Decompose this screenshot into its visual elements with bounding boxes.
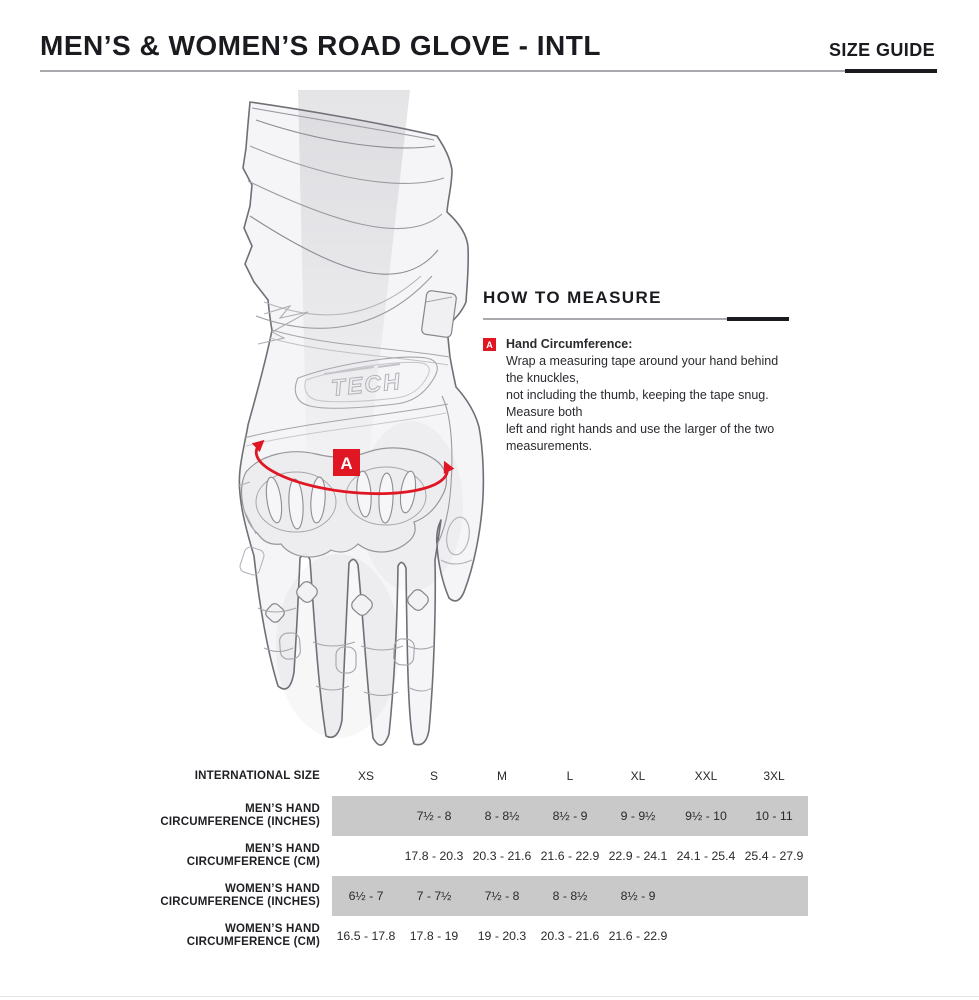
size-table-header-row — [0, 756, 808, 796]
table-cell: 10 - 11 — [740, 796, 808, 836]
row-label — [0, 796, 332, 836]
table-cell: 17.8 - 20.3 — [404, 849, 464, 863]
table-cell: 7 - 7½ — [400, 876, 468, 916]
bottom-divider — [0, 996, 979, 997]
table-cell — [740, 876, 808, 916]
size-guide-label: SIZE GUIDE — [828, 40, 935, 60]
marker-a-text: A — [340, 454, 353, 473]
header-rule — [40, 69, 937, 73]
table-cell — [672, 916, 740, 956]
row-label — [0, 876, 332, 916]
wrist-strap — [421, 290, 457, 338]
table-cell — [332, 796, 400, 836]
size-table — [0, 756, 808, 956]
table-cell: 19 - 20.3 — [477, 929, 527, 943]
glove-svg — [186, 86, 506, 766]
row-label-line2: CIRCUMFERENCE (INCHES) — [160, 896, 320, 908]
table-cell: 6½ - 7 — [332, 876, 400, 916]
row-label-line2: CIRCUMFERENCE (INCHES) — [160, 816, 320, 828]
table-cell: 7½ - 8 — [400, 796, 468, 836]
measure-marker-badge: A — [483, 338, 496, 351]
measure-text — [506, 336, 789, 455]
row-label-line1: MEN’S HAND — [245, 803, 320, 815]
how-to-measure-section — [483, 288, 789, 455]
table-cell: 20.3 - 21.6 — [540, 929, 600, 943]
size-col-xs: XS — [357, 769, 374, 783]
table-cell: 7½ - 8 — [468, 876, 536, 916]
table-cell: 17.8 - 19 — [409, 929, 459, 943]
table-cell: 21.6 - 22.9 — [608, 929, 668, 943]
table-cell: 16.5 - 17.8 — [336, 929, 396, 943]
size-col-m: M — [497, 769, 507, 783]
table-cell: 8½ - 9 — [536, 796, 604, 836]
measure-rule-black — [727, 317, 789, 321]
row-label-line1: WOMEN’S HAND — [224, 883, 320, 895]
table-row-mens-inches — [0, 796, 808, 836]
glove-illustration — [186, 86, 506, 766]
size-col-l: L — [566, 769, 574, 783]
table-cell: 8 - 8½ — [536, 876, 604, 916]
measure-rule-grey — [483, 318, 727, 320]
size-col-3xl: 3XL — [763, 769, 785, 783]
table-cell: 22.9 - 24.1 — [608, 849, 668, 863]
measure-item-title: Hand Circumference: — [506, 337, 633, 351]
table-cell: 20.3 - 21.6 — [472, 849, 532, 863]
page-title: MEN’S & WOMEN’S ROAD GLOVE - INTL — [40, 30, 601, 61]
measure-rule — [483, 317, 789, 321]
table-cell: 8 - 8½ — [468, 796, 536, 836]
measure-line-2: not including the thumb, keeping the tape snug. Measure both — [506, 388, 769, 419]
row-label — [0, 916, 332, 956]
row-label-line2: CIRCUMFERENCE (CM) — [186, 856, 320, 868]
table-row-mens-cm — [0, 836, 808, 876]
table-cell — [332, 836, 400, 876]
table-row-womens-inches — [0, 876, 808, 916]
table-row-womens-cm — [0, 916, 808, 956]
size-col-xxl: XXL — [694, 769, 718, 783]
measure-title: HOW TO MEASURE — [483, 288, 662, 307]
table-header-label — [0, 756, 332, 796]
table-cell: 24.1 - 25.4 — [676, 849, 736, 863]
measure-line-1: Wrap a measuring tape around your hand behind the knuckles, — [506, 354, 779, 385]
header-rule-black — [845, 69, 937, 73]
measure-item — [483, 336, 789, 455]
table-cell — [740, 916, 808, 956]
table-cell: 8½ - 9 — [604, 876, 672, 916]
row-label-line1: WOMEN’S HAND — [224, 923, 320, 935]
tech-logo-text: TECH — [329, 367, 403, 401]
table-cell: 9½ - 10 — [672, 796, 740, 836]
measure-line-3: left and right hands and use the larger of the two measurements. — [506, 422, 775, 453]
table-cell: 9 - 9½ — [604, 796, 672, 836]
size-col-s: S — [429, 769, 438, 783]
header-label-text: INTERNATIONAL SIZE — [194, 769, 320, 782]
table-cell: 21.6 - 22.9 — [540, 849, 600, 863]
table-cell — [672, 876, 740, 916]
row-label-line2: CIRCUMFERENCE (CM) — [186, 936, 320, 948]
size-col-xl: XL — [630, 769, 646, 783]
row-label-line1: MEN’S HAND — [245, 843, 320, 855]
marker-a-badge — [333, 449, 360, 476]
header-rule-grey — [40, 70, 845, 72]
row-label — [0, 836, 332, 876]
table-cell: 25.4 - 27.9 — [744, 849, 804, 863]
